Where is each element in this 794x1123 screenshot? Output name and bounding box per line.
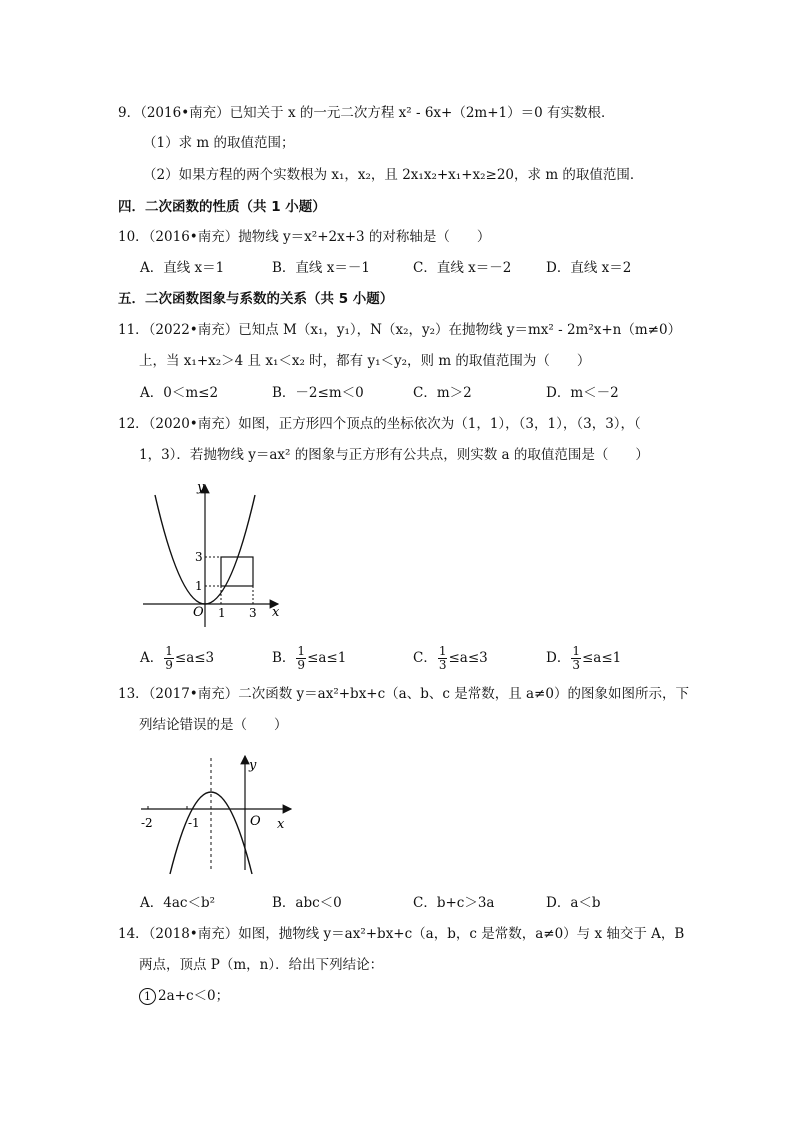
q12-option-c: C． $\frac{1}{3}$ ≤a≤3 [413, 644, 488, 672]
y-tick-3: 3 [195, 550, 203, 564]
x-tick-3: 3 [249, 606, 257, 620]
fraction: $\frac{1}{9}$ [297, 644, 306, 672]
q11-stem-line2: 上，当 x₁+x₂＞4 且 x₁＜x₂ 时，都有 y₁＜y₂，则 m 的取值范围为（ ） [139, 353, 591, 369]
q10-option-d: D．直线 x＝2 [546, 260, 632, 276]
q12-option-d: D． $\frac{1}{3}$ ≤a≤1 [546, 644, 622, 672]
y-axis-label: y [249, 758, 257, 773]
origin-label: O [250, 814, 261, 829]
square [221, 557, 253, 586]
q12-stem-line1: 12．（2020•南充）如图，正方形四个顶点的坐标依次为（1，1），（3，1），（3，3），（ [118, 416, 641, 432]
q13-option-a: A．4ac＜b² [140, 895, 216, 911]
origin-label: O [193, 605, 204, 620]
q14-stem-line2: 两点，顶点 P（m，n）．给出下列结论： [139, 957, 384, 973]
q12-option-b: B． $\frac{1}{9}$ ≤a≤1 [272, 644, 347, 672]
x-tick-minus1: -1 [188, 816, 200, 830]
x-tick-1: 1 [218, 606, 226, 620]
q11-stem-line1: 11．（2022•南充）已知点 M（x₁，y₁），N（x₂，y₂）在抛物线 y＝mx² - 2m²x+n（m≠0） [118, 322, 682, 338]
y-tick-1: 1 [195, 579, 203, 593]
q12-stem-line2: 1，3）．若抛物线 y＝ax² 的图象与正方形有公共点，则实数 a 的取值范围是（ ） [139, 447, 649, 463]
q10-option-c: C．直线 x＝－2 [413, 260, 512, 276]
q12-option-a: A． $\frac{1}{9}$ ≤a≤3 [140, 644, 215, 672]
q10-option-b: B．直线 x＝－1 [272, 260, 370, 276]
q13-option-b: B．abc＜0 [272, 895, 342, 911]
q10-option-a: A．直线 x＝1 [140, 260, 225, 276]
section-heading-4: 四．二次函数的性质（共 1 小题） [118, 199, 326, 215]
q11-option-b: B．－2≤m＜0 [272, 385, 364, 401]
q14-stem-line1: 14．（2018•南充）如图，抛物线 y＝ax²+bx+c（a，b，c 是常数，a≠0）与 x 轴交于 A，B [118, 926, 685, 942]
x-axis-label: x [272, 605, 280, 620]
fraction: $\frac{1}{3}$ [438, 644, 447, 672]
q11-option-d: D．m＜－2 [546, 385, 619, 401]
fraction: $\frac{1}{9}$ [165, 644, 173, 672]
fraction: $\frac{1}{3}$ [572, 644, 580, 672]
q13-stem-line1: 13．（2017•南充）二次函数 y＝ax²+bx+c（a、b、c 是常数，且 a≠0）的图象如图所示，下 [118, 686, 689, 702]
q13-option-c: C．b+c＞3a [413, 895, 495, 911]
q9-stem: 9．（2016•南充）已知关于 x 的一元二次方程 x² - 6x+（2m+1）＝0 有实数根． [118, 105, 615, 121]
y-axis-label: y [197, 480, 205, 495]
x-axis-label: x [277, 817, 285, 832]
q10-stem: 10．（2016•南充）抛物线 y＝x²+2x+3 的对称轴是（ ） [118, 229, 491, 245]
q11-option-c: C．m＞2 [413, 385, 472, 401]
section-heading-5: 五．二次函数图象与系数的关系（共 5 小题） [118, 291, 394, 307]
circled-number: 1 [139, 988, 156, 1005]
q9-part2: （2）如果方程的两个实数根为 x₁，x₂，且 2x₁x₂+x₁+x₂≥20，求 m 的取值范围． [143, 167, 644, 183]
q13-stem-line2: 列结论错误的是（ ） [139, 717, 288, 733]
q11-option-a: A．0＜m≤2 [140, 385, 219, 401]
x-tick-minus2: -2 [141, 816, 153, 830]
q12-figure [135, 475, 285, 635]
q14-item-1: 1 2a+c＜0； [139, 986, 229, 1006]
q13-option-d: D．a＜b [546, 895, 601, 911]
q13-figure [135, 752, 300, 877]
q9-part1: （1）求 m 的取值范围； [143, 135, 295, 151]
